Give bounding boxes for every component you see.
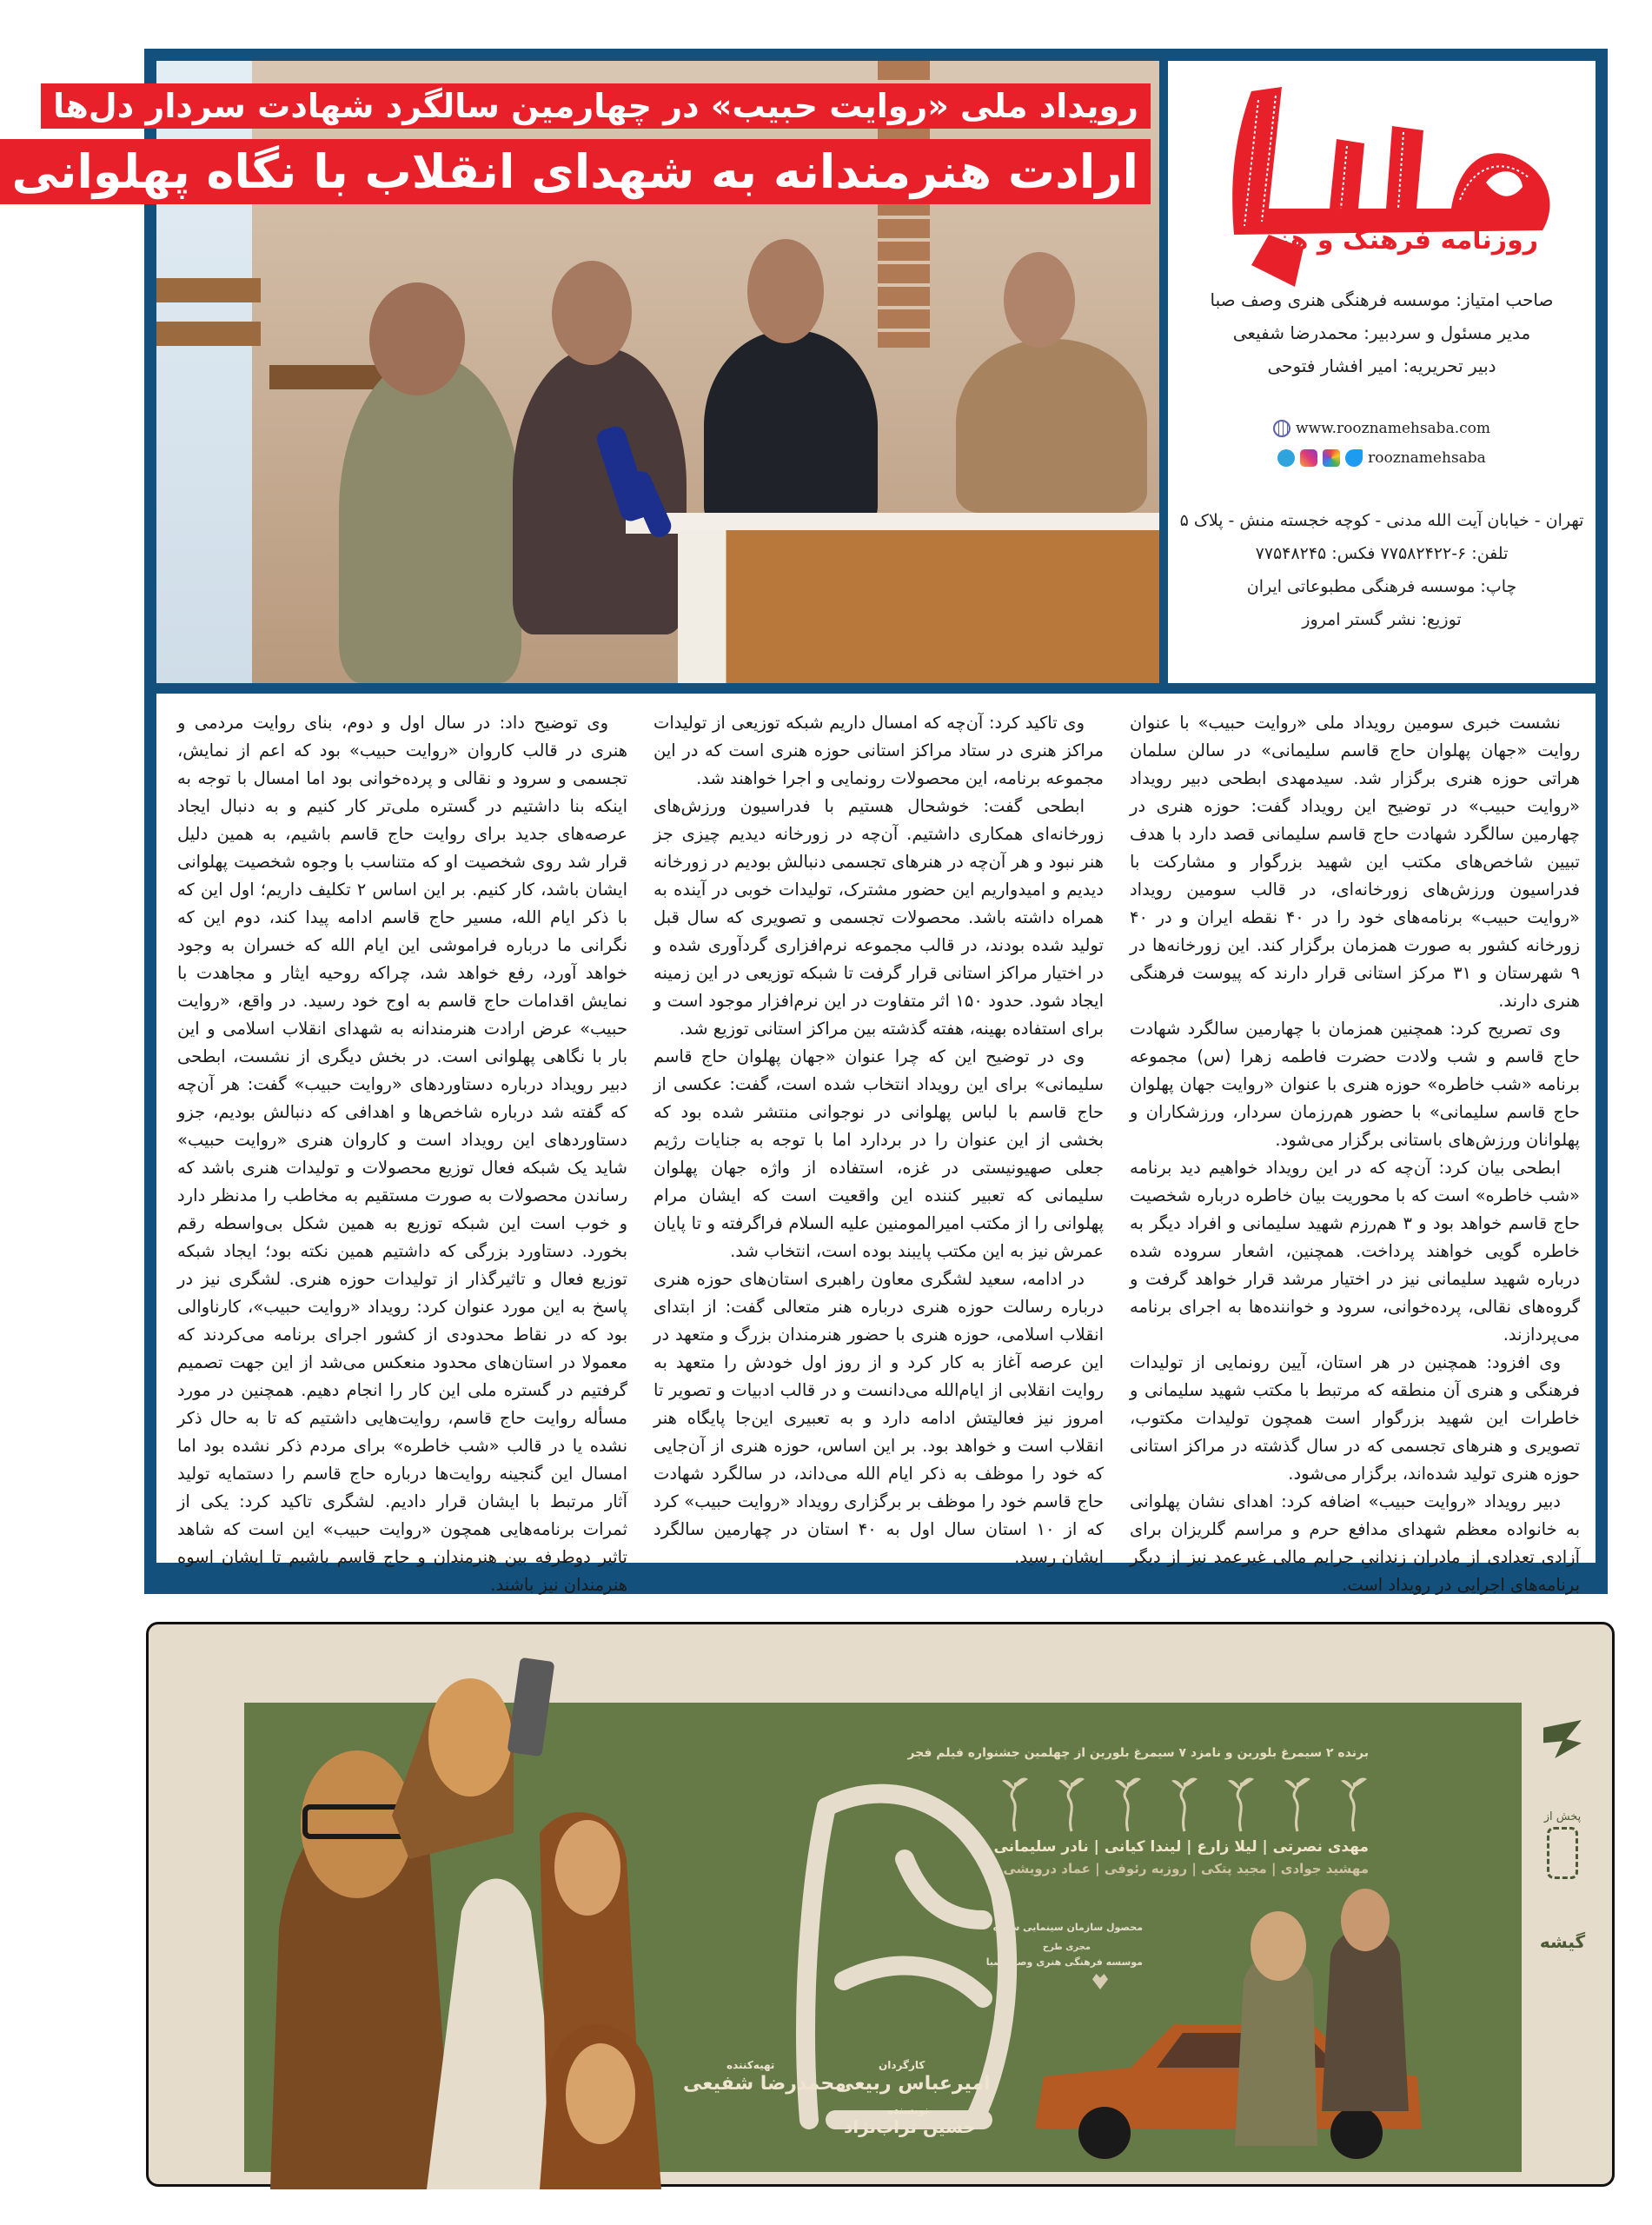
distribution-line: توزیع: نشر گستر امروز	[1302, 610, 1462, 629]
globe-icon	[1273, 420, 1290, 437]
writer-label: نویسنده	[887, 2104, 929, 2116]
panelist-person	[513, 348, 687, 634]
writer-name: حسین تراب‌نژاد	[844, 2116, 976, 2137]
poster-executor: موسسه فرهنگی هنری وصف صبا	[985, 1956, 1143, 1968]
cast-name: مهشید جوادی	[1280, 1861, 1369, 1876]
paragraph: دبیر رویداد «روایت حبیب» اضافه کرد: اهدای نشان پهلوانی به خانواده معظم شهدای مدافع حرم و مراسم گلریزان برای آزادی تعدادی از مادران زندانیِ جرایم مالی غیرعمد نیز از دیگر برنامه‌های اجرایی در رویداد است.	[1130, 1491, 1580, 1595]
article-column-3	[177, 709, 627, 1599]
headline-kicker: رویداد ملی «روایت حبیب» در چهارمین سالگرد شهادت سردار دل‌ها	[41, 83, 1151, 129]
article-body	[156, 694, 1596, 1595]
credit-line: مدیر مسئول و سردبیر: محمدرضا شفیعی	[1232, 322, 1531, 343]
cast-name: نادر سلیمانی	[993, 1838, 1089, 1856]
poster-characters-illustration	[253, 1642, 705, 2189]
simorgh-statuette-icon	[1002, 1774, 1028, 1831]
panelist-person	[704, 330, 878, 530]
paragraph: ابطحی بیان کرد: آن‌چه که در این رویداد خواهیم دید برنامه «شب خاطره» است که با محوریت بیان خاطره درباره شخصیت حاج قاسم خواهد بود و ۳ هم‌رزم شهید سلیمانی و افراد دیگر به خاطره گویی خواهند پرداخت. همچنین، اشعار سروده شده درباره شهید سلیمانی نیز در اختیار مرشد قرار خواهد گرفت و گروه‌های نقالی، پرده‌خوانی، سرود و خواننده‌ها به اجرای برنامه می‌پردازند.	[1130, 1158, 1580, 1345]
twitter-icon[interactable]	[1345, 449, 1363, 467]
gisheh-logo: گیشه	[1539, 1931, 1586, 1952]
paragraph: وی در توضیح این که چرا عنوان «جهان پهلوان حاج قاسم سلیمانی» برای این رویداد انتخاب شده است، گفت: عکسی از حاج قاسم با لباس پهلوانی در نوجوانی منتشر شده بود که بخشی از این عنوان را در بردارد اما با توجه به جنایات رژیم جعلی صهیونیستی در غزه، استفاده از واژه جهان پهلوان سلیمانی که تعبیر کننده این واقعیت است که ایشان مرام پهلوانی را از مکتب امیرالمومنین علیه السلام فراگرفته و تا پایان عمرش نیز به این مکتب پایبند بوده است، انتخاب شد.	[654, 1046, 1104, 1261]
film-poster	[146, 1622, 1615, 2187]
speaker-person	[339, 356, 521, 683]
panelist-person	[956, 339, 1147, 513]
poster-production: محصول سازمان سینمایی سوره	[992, 1922, 1143, 1933]
address-line: تهران - خیابان آیت الله مدنی - کوچه خجسته منش - پلاک ۵	[1179, 511, 1584, 530]
social-handle: rooznamehsaba	[1368, 449, 1486, 467]
paragraph: وی تصریح کرد: همچنین همزمان با چهارمین سالگرد شهادت حاج قاسم و شب ولادت حضرت فاطمه زهرا (س) مجموعه برنامه «شب خاطره» حوزه هنری با عنوان «روایت جهان پهلوان حاج قاسم سلیمانی» با حضور هم‌رزمان سردار، ورزشکاران و پهلوانان ورزش‌های باستانی برگزار می‌شود.	[1130, 1019, 1580, 1150]
press-conference-photo	[11, 61, 1159, 683]
paragraph: وی تاکید کرد: آن‌چه که امسال داریم شبکه توزیعی از تولیدات مراکز هنری در ستاد مراکز استانی حوزه هنری است که در این مجموعه برنامه، این محصولات رونمایی و اجرا خواهند شد.	[654, 713, 1104, 788]
paragraph: وی افزود: همچنین در هر استان، آیین رونمایی از تولیدات فرهنگی و هنری آن منطقه که مرتبط با مکتب شهید سلیمانی و خاطرات این شهید بزرگوار است همچون تولیدات مکتوب، تصویری و هنرهای تجسمی که در سال گذشته در مراکز استانی حوزه هنری تولید شده‌اند، برگزار می‌شود.	[1130, 1352, 1580, 1484]
cast-name: مجید پتکی	[1201, 1861, 1267, 1876]
simorgh-statuette-icon	[1115, 1774, 1141, 1831]
poster-award-line: برنده ۲ سیمرغ بلورین و نامزد ۷ سیمرغ بلورین از چهلمین جشنواره فیلم فجر	[907, 1746, 1369, 1760]
credits	[1168, 283, 1596, 382]
paragraph: ابطحی گفت: خوشحال هستیم با فدراسیون ورزش‌های زورخانه‌ای همکاری داشتیم. آن‌چه در زورخانه دیدیم چیزی جز هنر نبود و هر آن‌چه در هنرهای تجسمی دنبالش بودیم در زورخانه دیدیم و امیدواریم این حضور مشترک، تولیدات خوبی در آینده به همراه داشته باشد. محصولات تجسمی و تصویری که سال قبل تولید شده بودند، در قالب مجموعه نرم‌افزاری گردآوری شده و در اختیار مراکز استانی قرار گرفت تا شبکه توزیعی در این زمینه ایجاد شود. حدود ۱۵۰ اثر متفاوت در این نرم‌افزار موجود است و برای استفاده بهینه، هفته گذشته بین مراکز استانی توزیع شد.	[654, 796, 1104, 1039]
website-link[interactable]: www.rooznamehsaba.com	[1296, 420, 1490, 437]
address-block	[1168, 504, 1596, 636]
simorgh-statuette-icon	[1171, 1774, 1198, 1831]
article-frame	[11, 49, 1608, 1595]
director-label: کارگردان	[879, 2059, 926, 2071]
paragraph: در ادامه، سعید لشگری معاون راهبری استان‌های حوزه هنری درباره رسالت حوزه هنری درباره هنر متعالی گفت: از ابتدای انقلاب اسلامی، حوزه هنری با حضور هنرمندان بزرگ و متعهد در این عرصه آغاز به کار کرد و از روز اول خودش را متعهد به روایت انقلابی از ایام‌الله می‌دانست و در قالب ادبیات و تصویر تا امروز نیز فعالیتش ادامه دارد و به تعبیری این‌جا پایگاه هنر انقلاب است و خواهد بود. بر این اساس، حوزه هنری از آن‌جایی که خود را موظف به ذکر ایام الله می‌داند، در سالگرد شهادت حاج قاسم خود را موظف بر برگزاری رویداد «روایت حبیب» کرد که از ۱۰ استان سال اول به ۴۰ استان در چهارمین سالگرد ایشان رسید.	[654, 1269, 1104, 1567]
poster-two-figures-illustration	[1217, 1885, 1417, 2146]
simorgh-statuette-icon	[1341, 1774, 1367, 1831]
saba-logo	[1199, 78, 1564, 261]
director-name: امیرعباس ربیعی	[835, 2073, 991, 2095]
tagline: روزنامه فرهنگ و هنر	[1263, 225, 1538, 256]
article-column-2	[654, 709, 1104, 1571]
distributor-logo-icon	[1547, 1827, 1578, 1879]
article-column-1	[1130, 709, 1580, 1599]
distribution-label: پخش از	[1543, 1810, 1582, 1823]
masthead	[1168, 61, 1596, 683]
sooreh-logo-icon	[1543, 1720, 1582, 1758]
instagram-icon[interactable]	[1300, 449, 1317, 467]
producer-name: محمدرضا شفیعی	[683, 2073, 846, 2095]
poster-cast-row-1: مهدی نصرتی | لیلا زارع | لیندا کیانی | نادر سلیمانی	[993, 1838, 1369, 1856]
poster-cast-row-2: مهشید جوادی | مجید پتکی | روزبه رئوفی | عماد درویشی	[1003, 1861, 1369, 1876]
cast-name: لیلا زارع	[1197, 1838, 1257, 1856]
telegram-icon[interactable]	[1277, 449, 1295, 467]
simorgh-statuette-icon	[1284, 1774, 1310, 1831]
cast-name: مهدی نصرتی	[1272, 1838, 1369, 1856]
poster-side-logos	[1532, 1720, 1593, 1952]
paragraph: وی توضیح داد: در سال اول و دوم، بنای روایت مردمی و هنری در قالب کاروان «روایت حبیب» بود که اعم از نمایش، تجسمی و سرود و نقالی و پرده‌خوانی بود اما امسال با توجه به اینکه بنا داشتیم در گستره ملی‌تر کار کنیم و به دنبال ایجاد عرصه‌های جدید برای روایت حاج قاسم باشیم، به همین دلیل قرار شد روی شخصیت او که متناسب با وجوه شخصیت پهلوانی ایشان باشد، کار کنیم. بر این اساس ۲ تکلیف داریم؛ اول این که با ذکر ایام الله، مسیر حاج قاسم ادامه پیدا کند، دوم این که نگرانی ما درباره فراموشی این ایام الله که خسران به وجود خواهد آورد، رفع خواهد شد، چراکه روحیه ایثار و مجاهدت با نمایش اقدامات حاج قاسم به اوج خود رسید. در واقع، «روایت حبیب» عرض ارادت هنرمندانه به شهدای انقلاب اسلامی و این بار با نگاهی پهلوانی است. در بخش دیگری از نشست، ابطحی دبیر رویداد درباره دستاوردهای «روایت حبیب» گفت: هر آن‌چه که گفته شد درباره شاخص‌ها و اهدافی که دنبالش بودیم، جزو دستاوردهای این رویداد است و کاروان هنری «روایت حبیب» شاید یک شبکه فعال توزیع محصولات و تولیدات هنری باشد که رساندن محصولات به صورت مستقیم به مخاطب را مدنظر دارد و خوب است این شبکه توزیع به همین شکل بی‌واسطه رقم بخورد. دستاورد بزرگی که داشتیم همین نکته بود؛ ایجاد شبکه توزیع فعال و تاثیرگذار از تولیدات حوزه هنری. لشگری نیز در پاسخ به این مورد عنوان کرد: رویداد «روایت حبیب»، کارناوالی بود که در نقاط محدودی از کشور اجرای برنامه می‌کردند که معمولا در استان‌های محدود منعکس می‌شد از این جهت تصمیم گرفتیم در گستره ملی این کار را انجام دهیم. همچنین در مورد مسأله روایت حاج قاسم، روایت‌هایی داشتیم که تا به حال ذکر نشده یا در قالب «شب خاطره» برای مردم ذکر نشده بود اما امسال این گنجینه روایت‌ها درباره حاج قاسم را دستمایه تولید آثار مرتبط با ایشان قرار دادیم. لشگری تاکید کرد: یکی از ثمرات برنامه‌هایی همچون «روایت حبیب» این است که شاهد تاثیر دوطرفه بین هنرمندان و حاج قاسم باشیم تا ایشان اسوه هنرمندان نیز باشند.	[177, 713, 627, 1595]
web-info	[1168, 414, 1596, 473]
simorgh-awards-row	[1002, 1774, 1367, 1831]
cast-name: روزبه رئوفی	[1104, 1861, 1188, 1876]
producer-label: تهیه‌کننده	[726, 2059, 775, 2071]
simorgh-statuette-icon	[1058, 1774, 1085, 1831]
simorgh-statuette-icon	[1228, 1774, 1254, 1831]
cast-name: عماد درویشی	[1003, 1861, 1091, 1876]
headline-title: ارادت هنرمندانه به شهدای انقلاب با نگاه پهلوانی	[0, 139, 1151, 204]
poster-executor-label: مجری طرح	[1042, 1943, 1091, 1952]
credit-line: دبیر تحریریه: امیر افشار فتوحی	[1267, 355, 1496, 376]
credit-line: صاحب امتیاز: موسسه فرهنگی هنری وصف صبا	[1210, 289, 1554, 310]
rubika-icon[interactable]	[1323, 449, 1340, 467]
paragraph: نشست خبری سومین رویداد ملی «روایت حبیب» با عنوان روایت «جهان پهلوان حاج قاسم سلیمانی» در سالن سلمان هراتی حوزه هنری برگزار شد. سیدمهدی ابطحی دبیر رویداد «روایت حبیب» در توضیح این رویداد گفت: حوزه هنری در چهارمین سالگرد شهادت حاج قاسم سلیمانی قصد دارد با هدف تبیین شاخص‌های مکتب این شهید بزرگوار و مشارکت با فدراسیون ورزش‌های زورخانه‌ای، در قالب سومین رویداد «روایت حبیب» برنامه‌های خود را در ۴۰ نقطه ایران و در ۴۰ زورخانه کشور به صورت همزمان برگزار کند. این زورخانه‌ها در ۹ شهرستان و ۳۱ مرکز استانی قرار دارند که پیوست فرهنگی هنری دارند.	[1130, 713, 1580, 1011]
desk	[678, 530, 1159, 683]
cast-name: لیندا کیانی	[1104, 1838, 1182, 1856]
print-line: چاپ: موسسه فرهنگی مطبوعاتی ایران	[1246, 577, 1517, 596]
phone-line: تلفن: ۶-۷۷۵۸۲۴۲۲ فکس: ۷۷۵۴۸۲۴۵	[1255, 544, 1509, 563]
